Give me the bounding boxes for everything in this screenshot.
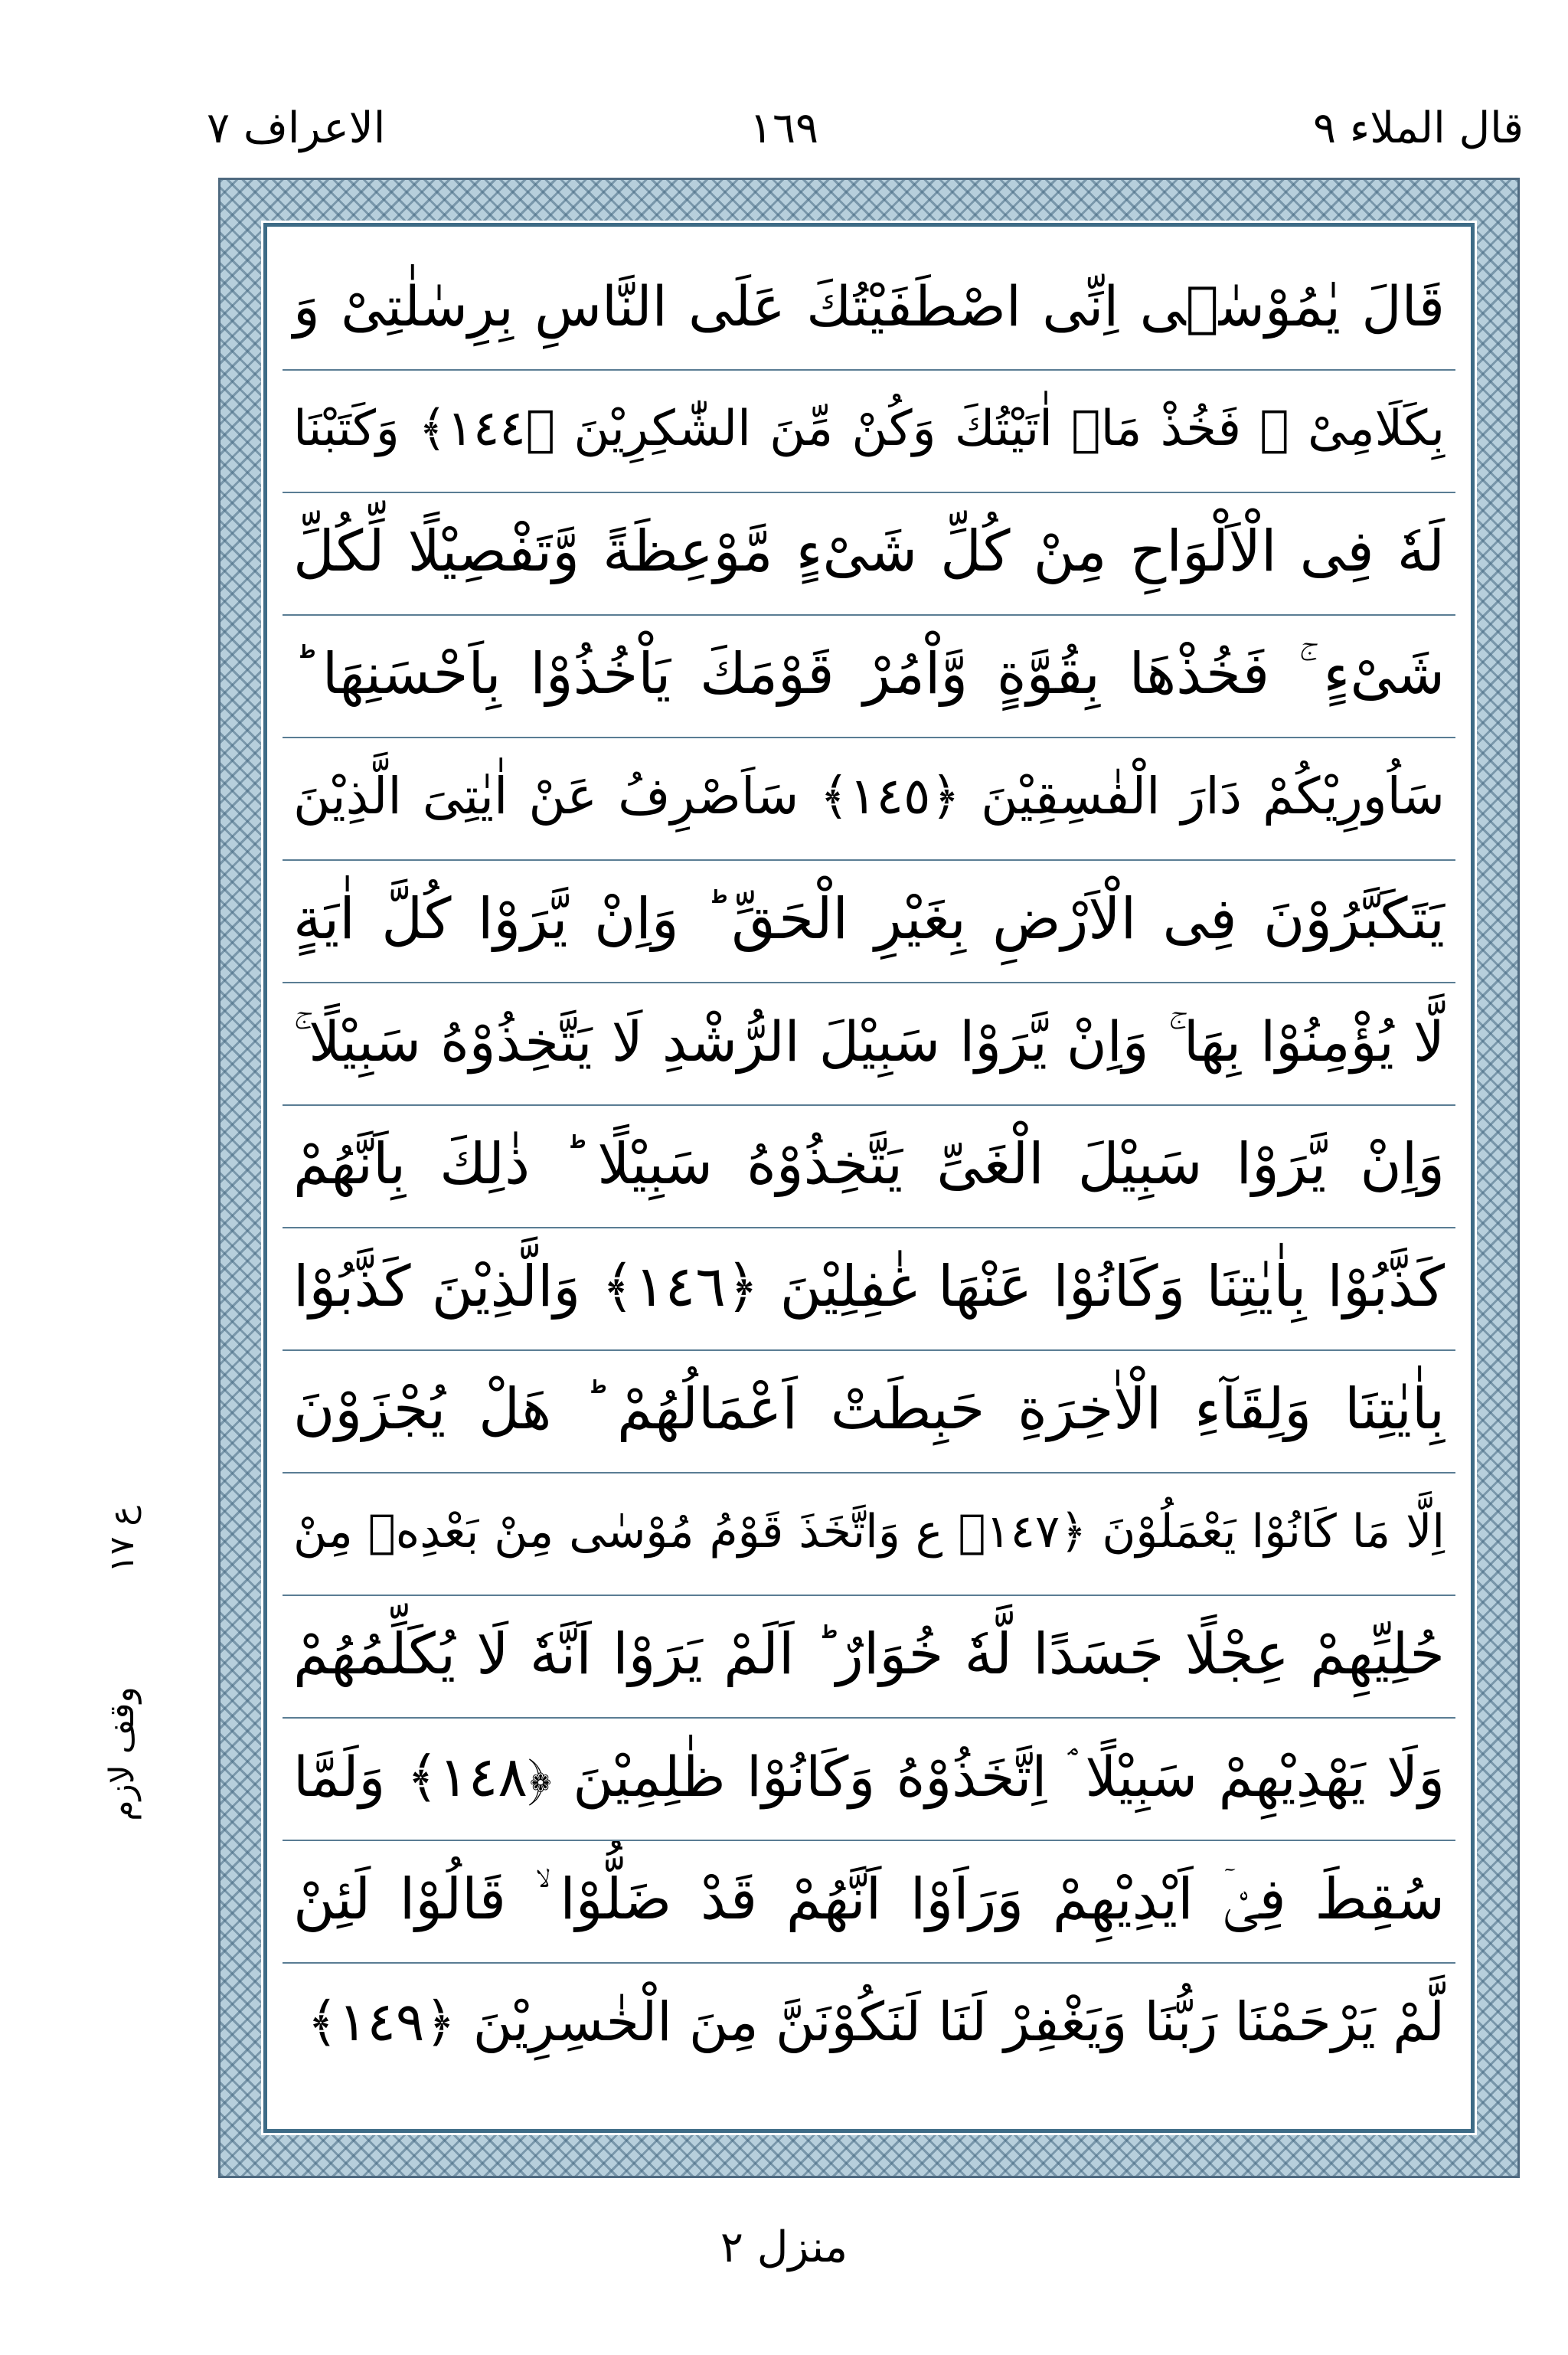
verse-lines <box>283 248 1455 2086</box>
verse-line: بِاٰيٰتِنَا وَلِقَآءِ الْاٰخِرَةِ حَبِطَتْ اَعْمَالُهُمْ ؕ هَلْ يُجْزَوْنَ <box>283 1351 1455 1474</box>
verse-line: وَاِنْ يَّرَوْا سَبِيْلَ الْغَىِّ يَتَّخِذُوْهُ سَبِيْلًا ؕ ذٰلِكَ بِاَنَّهُمْ <box>283 1106 1455 1228</box>
verse-line: لَّمْ يَرْحَمْنَا رَبُّنَا وَيَغْفِرْ لَنَا لَنَكُوْنَنَّ مِنَ الْخٰسِرِيْنَ ﴿١٤٩﴾ <box>306 1990 1445 2053</box>
verse-line: اِلَّا مَا كَانُوْا يَعْمَلُوْنَ ﴿١٤٧﴾ ع وَاتَّخَذَ قَوْمُ مُوْسٰى مِنْ بَعْدِهٖ مِنْ <box>283 1474 1455 1596</box>
verse-line: سُقِطَ فِىْۤ اَيْدِيْهِمْ وَرَاَوْا اَنَّهُمْ قَدْ ضَلُّوْا ۙ قَالُوْا لَئِنْ <box>283 1841 1455 1964</box>
juz-name: قال الملاء ٩ <box>1313 103 1524 153</box>
verse-line: حُلِيِّهِمْ عِجْلًا جَسَدًا لَّهٗ خُوَارٌ ؕ اَلَمْ يَرَوْا اَنَّهٗ لَا يُكَلِّمُهُمْ <box>283 1596 1455 1719</box>
verse-line: لَهٗ فِى الْاَلْوَاحِ مِنْ كُلِّ شَىْءٍ مَّوْعِظَةً وَّتَفْصِيْلًا لِّكُلِّ <box>283 493 1455 616</box>
verse-line: بِكَلَامِىْ ۖ فَخُذْ مَاۤ اٰتَيْتُكَ وَكُنْ مِّنَ الشّٰكِرِيْنَ ﴿١٤٤﴾ وَكَتَبْنَا <box>283 371 1455 493</box>
verse-line: لَّا يُؤْمِنُوْا بِهَا ۚ وَاِنْ يَّرَوْا سَبِيْلَ الرُّشْدِ لَا يَتَّخِذُوْهُ سَبِيْلًا ۚ <box>283 983 1455 1106</box>
page-number: ١٦٩ <box>749 103 819 153</box>
verse-line: يَتَكَبَّرُوْنَ فِى الْاَرْضِ بِغَيْرِ الْحَقِّ ؕ وَاِنْ يَّرَوْا كُلَّ اٰيَةٍ <box>283 861 1455 983</box>
verse-line: وَلَا يَهْدِيْهِمْ سَبِيْلًا ۘ اِتَّخَذُوْهُ وَكَانُوْا ظٰلِمِيْنَ ﴿١٤٨﴾ وَلَمَّا <box>283 1719 1455 1841</box>
manzil-label: منزل ٢ <box>720 2223 848 2272</box>
verse-line: قَالَ يٰمُوْسٰۤى اِنِّى اصْطَفَيْتُكَ عَلَى النَّاسِ بِرِسٰلٰتِىْ وَ <box>283 248 1455 371</box>
text-panel <box>263 223 1475 2133</box>
verse-line: شَىْءٍ ۚ فَخُذْهَا بِقُوَّةٍ وَّاْمُرْ قَوْمَكَ يَاْخُذُوْا بِاَحْسَنِهَا ؕ <box>283 616 1455 738</box>
verse-line: سَاُورِيْكُمْ دَارَ الْفٰسِقِيْنَ ﴿١٤٥﴾ سَاَصْرِفُ عَنْ اٰيٰتِىَ الَّذِيْنَ <box>283 738 1455 861</box>
verse-line: كَذَّبُوْا بِاٰيٰتِنَا وَكَانُوْا عَنْهَا غٰفِلِيْنَ ﴿١٤٦﴾ وَالَّذِيْنَ كَذَّبُوْا <box>283 1228 1455 1351</box>
waqf-lazim-note: وقف لازم <box>103 1686 142 1821</box>
surah-name: الاعراف ٧ <box>207 103 386 153</box>
ruku-marker: ع ١٧ <box>103 1506 142 1573</box>
